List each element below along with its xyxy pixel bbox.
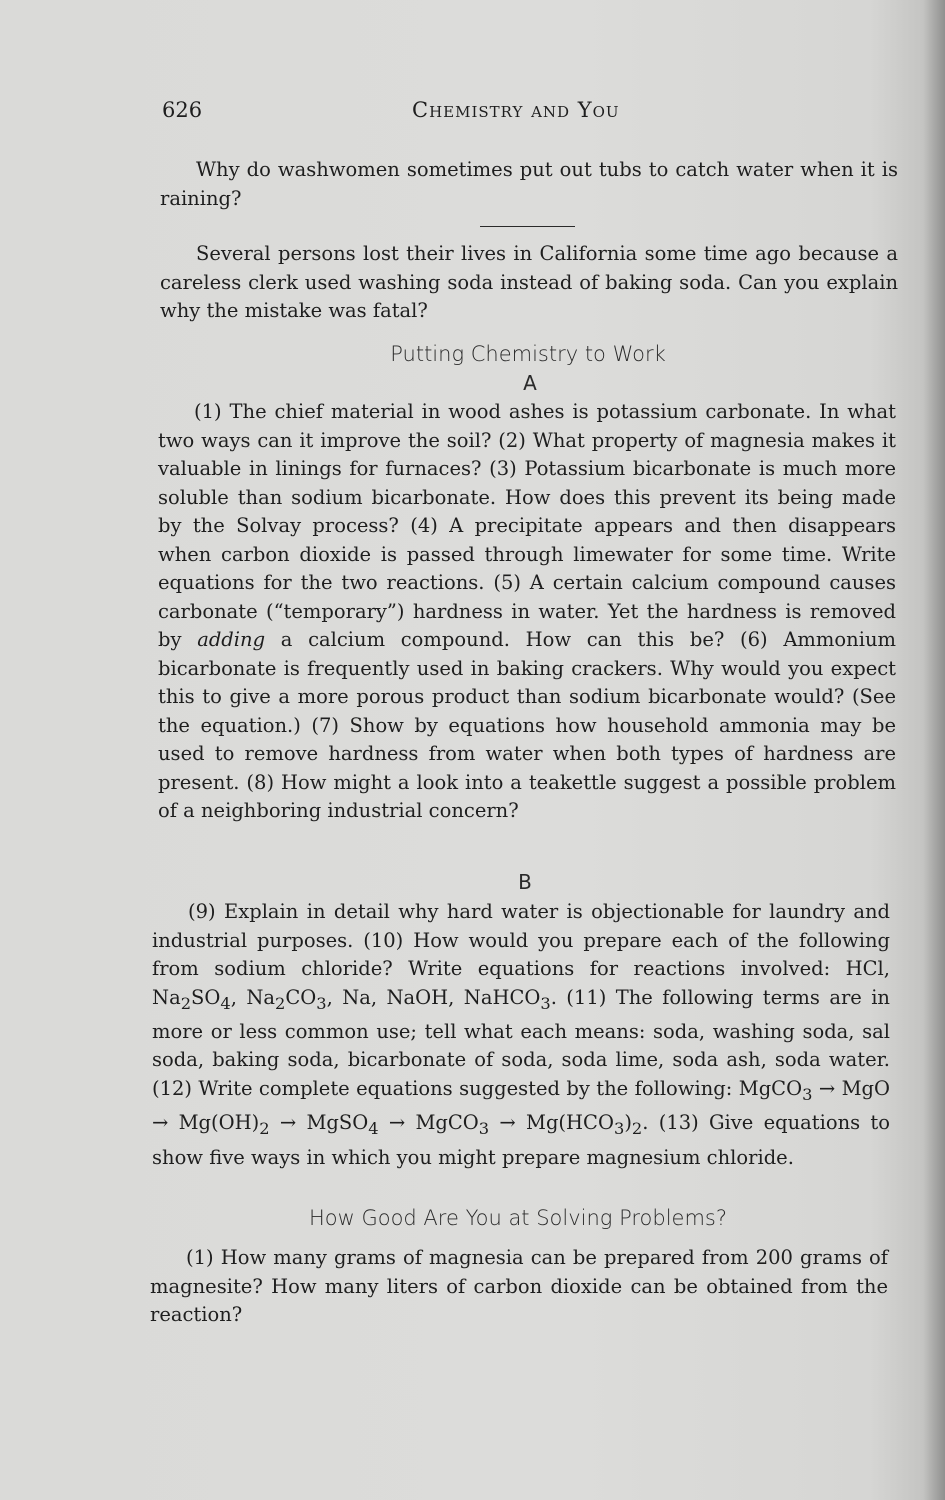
intro-question-2: Several persons lost their lives in California some time ago because a careless clerk used washing soda instead of baking soda. Can you explain why the mistake was fatal? (160, 242, 898, 322)
part-b-letter: B (518, 870, 532, 894)
problems-questions: (1) How many grams of magnesia can be prepared from 200 grams of magnesite? How many liters of carbon dioxide can be obtained from the reaction? (150, 1246, 888, 1326)
arrow-icon: → (499, 1111, 516, 1135)
page-number: 626 (162, 98, 203, 122)
italic-emphasis: adding (197, 628, 266, 651)
part-b-questions: (9) Explain in detail why hard water is objectionable for laundry and industrial purposes. (10) How would you prepare each of the following from sodium chloride? Write equations for reactions involved: HCl, $Na_2SO_4$, $Na_2CO_3$, Na, NaOH, NaHCO$_3$. (11) The following terms are in more or less common use; tell what each means: soda, washing soda, sal soda, baking soda, bicarbonate of soda, soda lime, soda ash, soda water. (12) Write complete equations suggested by the following: MgCO$_3$ → MgO → $Mg(OH)_2$ → MgSO$_4$ → MgCO$_3$ → $Mg(HCO_3)_2$. (13) Give equations to show five ways in which you might prepare magnesium chloride. (152, 900, 891, 1169)
section-title-problems: How Good Are You at Solving Problems? (308, 1206, 728, 1230)
page-header (162, 98, 897, 128)
part-a-letter: A (523, 371, 537, 395)
running-head: Chemistry and You (412, 98, 620, 122)
page-spine-shadow (923, 0, 945, 1500)
intro-question-1: Why do washwomen sometimes put out tubs to catch water when it is raining? (160, 158, 898, 210)
section-divider (480, 226, 575, 227)
arrow-icon: → (818, 1076, 836, 1100)
arrow-icon: → (388, 1111, 406, 1135)
arrow-icon: → (279, 1111, 297, 1135)
section-title-work: Putting Chemistry to Work (390, 342, 666, 366)
part-a-questions: (1) The chief material in wood ashes is potassium carbonate. In what two ways can it improve the soil? (2) What property of magnesia makes it valuable in linings for furnaces? (3) Potassium bicarbonate is much more soluble than sodium bicarbonate. How does this prevent its being made by the Solvay process? (4) A precipitate appears and then disappears when carbon dioxide is passed through limewater for some time. Write equations for the two reactions. (5) A certain calcium compound causes carbonate (“temporary”) hardness in water. Yet the hardness is removed by adding a calcium compound. How can this be? (6) Ammonium bicarbonate is frequently used in baking crackers. Why would you expect this to give a more porous product than sodium bicarbonate would? (See the equation.) (7) Show by equations how household ammonia may be used to remove hardness from water when both types of hardness are present. (8) How might a look into a teakettle suggest a possible problem of a neighboring industrial concern? (158, 400, 896, 822)
arrow-icon: → (152, 1111, 169, 1135)
